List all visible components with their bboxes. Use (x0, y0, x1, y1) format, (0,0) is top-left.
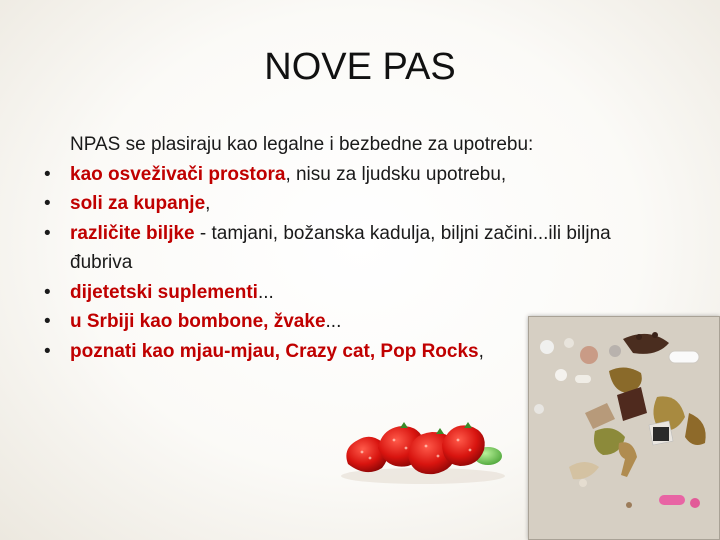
highlight-text: poznati kao mjau-mjau, Crazy cat, Pop Rocks (70, 340, 479, 362)
list-item (44, 189, 664, 219)
body-text: ... (257, 281, 274, 303)
highlight-text: različite biljke (70, 222, 195, 244)
body-text: - tamjani, božanska kadulja, biljni začini...ili biljna đubriva (70, 222, 611, 273)
bullet-icon: • (44, 311, 51, 332)
bullet-icon: • (44, 163, 51, 185)
list-item (44, 219, 664, 278)
highlight-text: kao osveživači prostora (70, 163, 286, 185)
bullet-icon: • (44, 281, 51, 303)
body-text: ... (325, 311, 342, 332)
body-text: , (478, 340, 484, 362)
body-text: , (205, 193, 211, 214)
bullet-icon: • (44, 340, 51, 362)
slide-title: NOVE PAS (264, 46, 456, 88)
highlight-text: u Srbiji kao bombone, žvake (70, 311, 326, 332)
gummy-candy-image (338, 404, 508, 486)
list-item (44, 160, 664, 190)
drug-samples-image (528, 316, 720, 540)
bullet-icon: • (44, 193, 51, 214)
body-text: , nisu za ljudsku upotrebu, (285, 163, 507, 185)
bullet-icon: • (44, 222, 51, 244)
highlight-text: soli za kupanje (70, 193, 206, 214)
highlight-text: dijetetski suplementi (70, 281, 258, 303)
intro-text: NPAS se plasiraju kao legalne i bezbedne za upotrebu: (70, 134, 534, 155)
list-item (44, 278, 664, 308)
